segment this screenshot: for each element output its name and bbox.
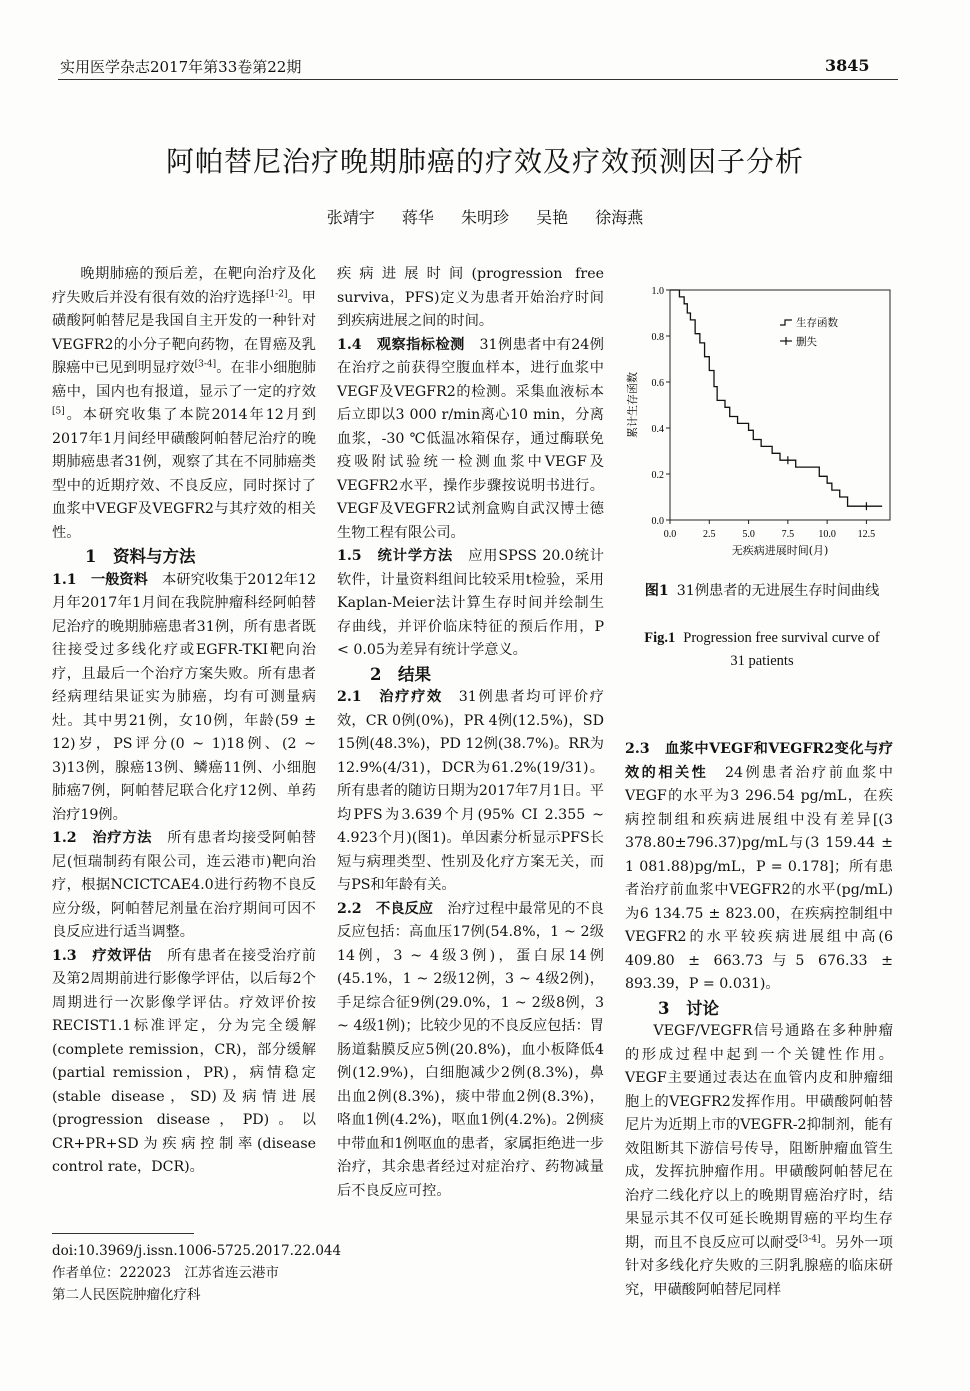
citation: [3-4]: [194, 359, 217, 370]
y-tick-label: 0.8: [651, 332, 664, 343]
paragraph-1-5: 1.5 统计学方法 应用SPSS 20.0统计软件，计量资料组间比较采用t检验，采用Kaplan-Meier法计算生存时间并绘制生存曲线，并评价临床特征的预后作用，P < 0.05为差异有统计学意义。: [337, 548, 604, 658]
y-tick-label: 0.6: [651, 378, 664, 389]
section-heading-discussion: 3 讨论: [658, 998, 719, 1018]
author: 徐海燕: [595, 208, 644, 227]
page-number: 3845: [825, 56, 870, 75]
intro-paragraph: 晚期肺癌的预后差，在靶向治疗及化疗失败后并没有很有效的治疗选择[1-2]。甲磺酸阿帕替尼是我国自主开发的一种针对VEGFR2的小分子靶向药物，在胃癌及乳腺癌中已见到明显疗效[3-4]。在非小细胞肺癌中，国内也有报道，显示了一定的疗效[5]。本研究收集了本院2014年12月到2017年1月间经甲磺酸阿帕替尼治疗的晚期肺癌患者31例，观察了其在不同肺癌类型中的近期疗效、不良反应，同时探讨了血浆中VEGF及VEGFR2与其疗效的相关性。: [52, 266, 316, 541]
journal-header: 实用医学杂志2017年第33卷第22期: [60, 58, 302, 76]
paragraph-1-4: 1.4 观察指标检测 31例患者中有24例在治疗之前获得空腹血样本，进行血浆中VEGF及VEGFR2的检测。采集血液标本后立即以3 000 r/min离心10 min，分离血浆，-30 ℃低温冰箱保存，通过酶联免疫吸附试验统一检测血浆中VEGF及VEGFR2水平，操作步骤按说明书进行。VEGF及VEGFR2试剂盒购自武汉博士德生物工程有限公司。: [337, 336, 604, 541]
x-axis-label: 无疾病进展时间(月): [731, 544, 829, 557]
subsection-heading: 1.1 一般资料: [52, 571, 148, 588]
affiliation: 作者单位：222023 江苏省连云港市: [52, 1265, 280, 1281]
paragraph-1-3: 1.3 疗效评估 所有患者在接受治疗前及第2周期前进行影像学评估，以后每2个周期进行一次影像学评估。疗效评价按RECIST1.1标准评定，分为完全缓解(complete remission，CR)，部分缓解(partial remission，PR)，病情稳定(stable disease，SD)及病情进展(progression disease，PD)。以CR+PR+SD为疾病控制率(disease control rate，DCR)。: [52, 947, 316, 1175]
column-1: [52, 263, 316, 1180]
figure-caption-cn: 图1 31例患者的无进展生存时间曲线: [644, 583, 880, 599]
column-2: [337, 263, 604, 1203]
subsection-heading: 1.4 观察指标检测: [337, 336, 465, 353]
x-tick-label: 5.0: [742, 529, 755, 540]
x-tick-label: 12.5: [857, 529, 876, 540]
header-rule: [58, 79, 898, 80]
author: 吴艳: [536, 208, 569, 227]
legend-censor-label: 删失: [796, 336, 817, 348]
paragraph-2-2: 2.2 不良反应 治疗过程中最常见的不良反应包括：高血压17例(54.8%，1 ~ 2级14例，3 ~ 4级3例)，蛋白尿14例(45.1%，1 ~ 2级12例，3 ~ 4级2例)，手足综合征9例(29.0%，1 ~ 2级8例，3 ~ 4级1例)；比较少见的不良反应包括：胃肠道黏膜反应5例(20.8%)，血小板降低4例(12.9%)，白细胞减少2例(8.3%)，鼻出血2例(8.3%)，痰中带血2例(8.3%)，咯血1例(4.2%)，呕血1例(4.2%)。2例痰中带血和1例呕血的患者，家属拒绝进一步治疗，其余患者经过对症治疗、药物减量后不良反应可控。: [337, 900, 604, 1199]
subsection-heading: 2.1 治疗疗效: [337, 689, 443, 705]
doi: doi:10.3969/j.issn.1006-5725.2017.22.044: [52, 1243, 342, 1259]
affiliation: 第二人民医院肿瘤化疗科: [52, 1287, 201, 1303]
subsection-heading: 2.2 不良反应: [337, 900, 434, 917]
figure-label: Fig.1: [644, 630, 676, 646]
section-heading-results: 2 结果: [370, 664, 431, 684]
legend-survival-symbol: [780, 320, 792, 325]
paragraph-1-2: 1.2 治疗方法 所有患者均接受阿帕替尼(恒瑞制药有限公司，连云港市)靶向治疗，根据NCICTCAE4.0进行药物不良反应分级，阿帕替尼剂量在治疗期间可因不良反应进行适当调整。: [52, 830, 316, 940]
x-tick-label: 10.0: [818, 529, 836, 540]
survival-curve-chart: [620, 270, 910, 580]
author: 朱明珍: [460, 208, 509, 227]
footnote-rule: [52, 1233, 194, 1234]
citation: [5]: [52, 406, 65, 417]
column-3: [625, 738, 893, 1302]
y-tick-label: 1.0: [651, 286, 664, 297]
subsection-heading: 1.3 疗效评估: [52, 947, 153, 964]
author-list: [0, 205, 970, 228]
footnote: [52, 1240, 342, 1306]
x-tick-label: 2.5: [703, 529, 716, 540]
author: 蒋华: [401, 208, 434, 227]
figure-caption-en: Fig.1 Progression free survival curve of 31 patients: [644, 630, 880, 669]
paragraph-2-3: 2.3 血浆中VEGF和VEGFR2变化与疗效的相关性 24例患者治疗前血浆中VEGF的水平为3 296.54 pg/mL，在疾病控制组和疾病进展组中没有差异[(3 378.80±796.37)pg/mL与(3 159.44 ± 1 081.88)pg/mL，P = 0.178]；所有患者治疗前血浆中VEGFR2的水平(pg/mL)为6 134.75 ± 823.00，在疾病控制组中VEGFR2的水平较疾病进展组中高(6 409.80 ± 663.73与5 676.33 ± 893.39，P = 0.031)。: [625, 741, 893, 992]
x-tick-label: 0.0: [663, 529, 677, 540]
citation: [3-4]: [798, 1233, 821, 1244]
paragraph-1-1: 1.1 一般资料 本研究收集于2012年12月年2017年1月间在我院肿瘤科经阿帕替尼治疗的晚期肺癌患者31例，所有患者既往接受过多线化疗或EGFR-TKI靶向治疗，且最后一个治疗方案失败。所有患者经病理结果证实为肺癌，均有可测量病灶。其中男21例，女10例，年龄(59 ± 12)岁，PS评分(0 ~ 1)18例、(2 ~ 3)13例，腺癌13例、鳞癌11例、小细胞肺癌7例，阿帕替尼联合化疗12例、单药治疗19例。: [52, 571, 316, 823]
subsection-heading: 1.5 统计学方法: [337, 548, 454, 564]
paper-title: 阿帕替尼治疗晚期肺癌的疗效及疗效预测因子分析: [165, 145, 804, 178]
paragraph-2-1: 2.1 治疗疗效 31例患者均可评价疗效，CR 0例(0%)，PR 4例(12.5%)，SD 15例(48.3%)，PD 12例(38.7%)。RR为12.9%(4/31)，DCR为61.2%(19/31)。所有患者的随访日期为2017年7月1日。平均PFS为3.639个月(95% CI 2.355 ~ 4.923个月)(图1)。单因素分析显示PFS长短与病理类型、性别及化疗方案无关，而与PS和年龄有关。: [337, 689, 604, 893]
pfs-definition: 疾病进展时间(progression free surviva，PFS)定义为患者开始治疗时间到疾病进展之间的时间。: [337, 266, 604, 329]
subsection-heading: 2.3 血浆中VEGF和VEGFR2变化与疗效的相关性: [625, 741, 893, 781]
subsection-heading: 1.2 治疗方法: [52, 830, 153, 846]
y-tick-label: 0.0: [651, 516, 664, 527]
legend-survival-label: 生存函数: [796, 317, 838, 329]
x-tick-label: 7.5: [781, 529, 795, 540]
y-tick-label: 0.4: [651, 424, 664, 435]
citation: [1-2]: [265, 288, 288, 299]
survival-function-line: [670, 290, 882, 506]
y-axis-label: 累计生存函数: [626, 372, 639, 438]
section-heading-methods: 1 资料与方法: [85, 547, 196, 566]
y-tick-label: 0.2: [651, 470, 664, 481]
author: 张靖宇: [326, 208, 375, 227]
figure-label: 图1: [644, 583, 669, 599]
discussion-paragraph: VEGF/VEGFR信号通路在多种肿瘤的形成过程中起到一个关键性作用。VEGF主要通过表达在血管内皮和肿瘤细胞上的VEGFR2发挥作用。甲磺酸阿帕替尼片为近期上市的VEGFR-2抑制剂，能有效阻断其下游信号传导，阻断肿瘤血管生成，发挥抗肿瘤作用。甲磺酸阿帕替尼在治疗二线化疗以上的晚期胃癌治疗时，结果显示其不仅可延长晚期胃癌的平均生存期，而且不良反应可以耐受[3-4]。另外一项针对多线化疗失败的三阴乳腺癌的临床研究，甲磺酸阿帕替尼同样: [625, 1023, 893, 1298]
